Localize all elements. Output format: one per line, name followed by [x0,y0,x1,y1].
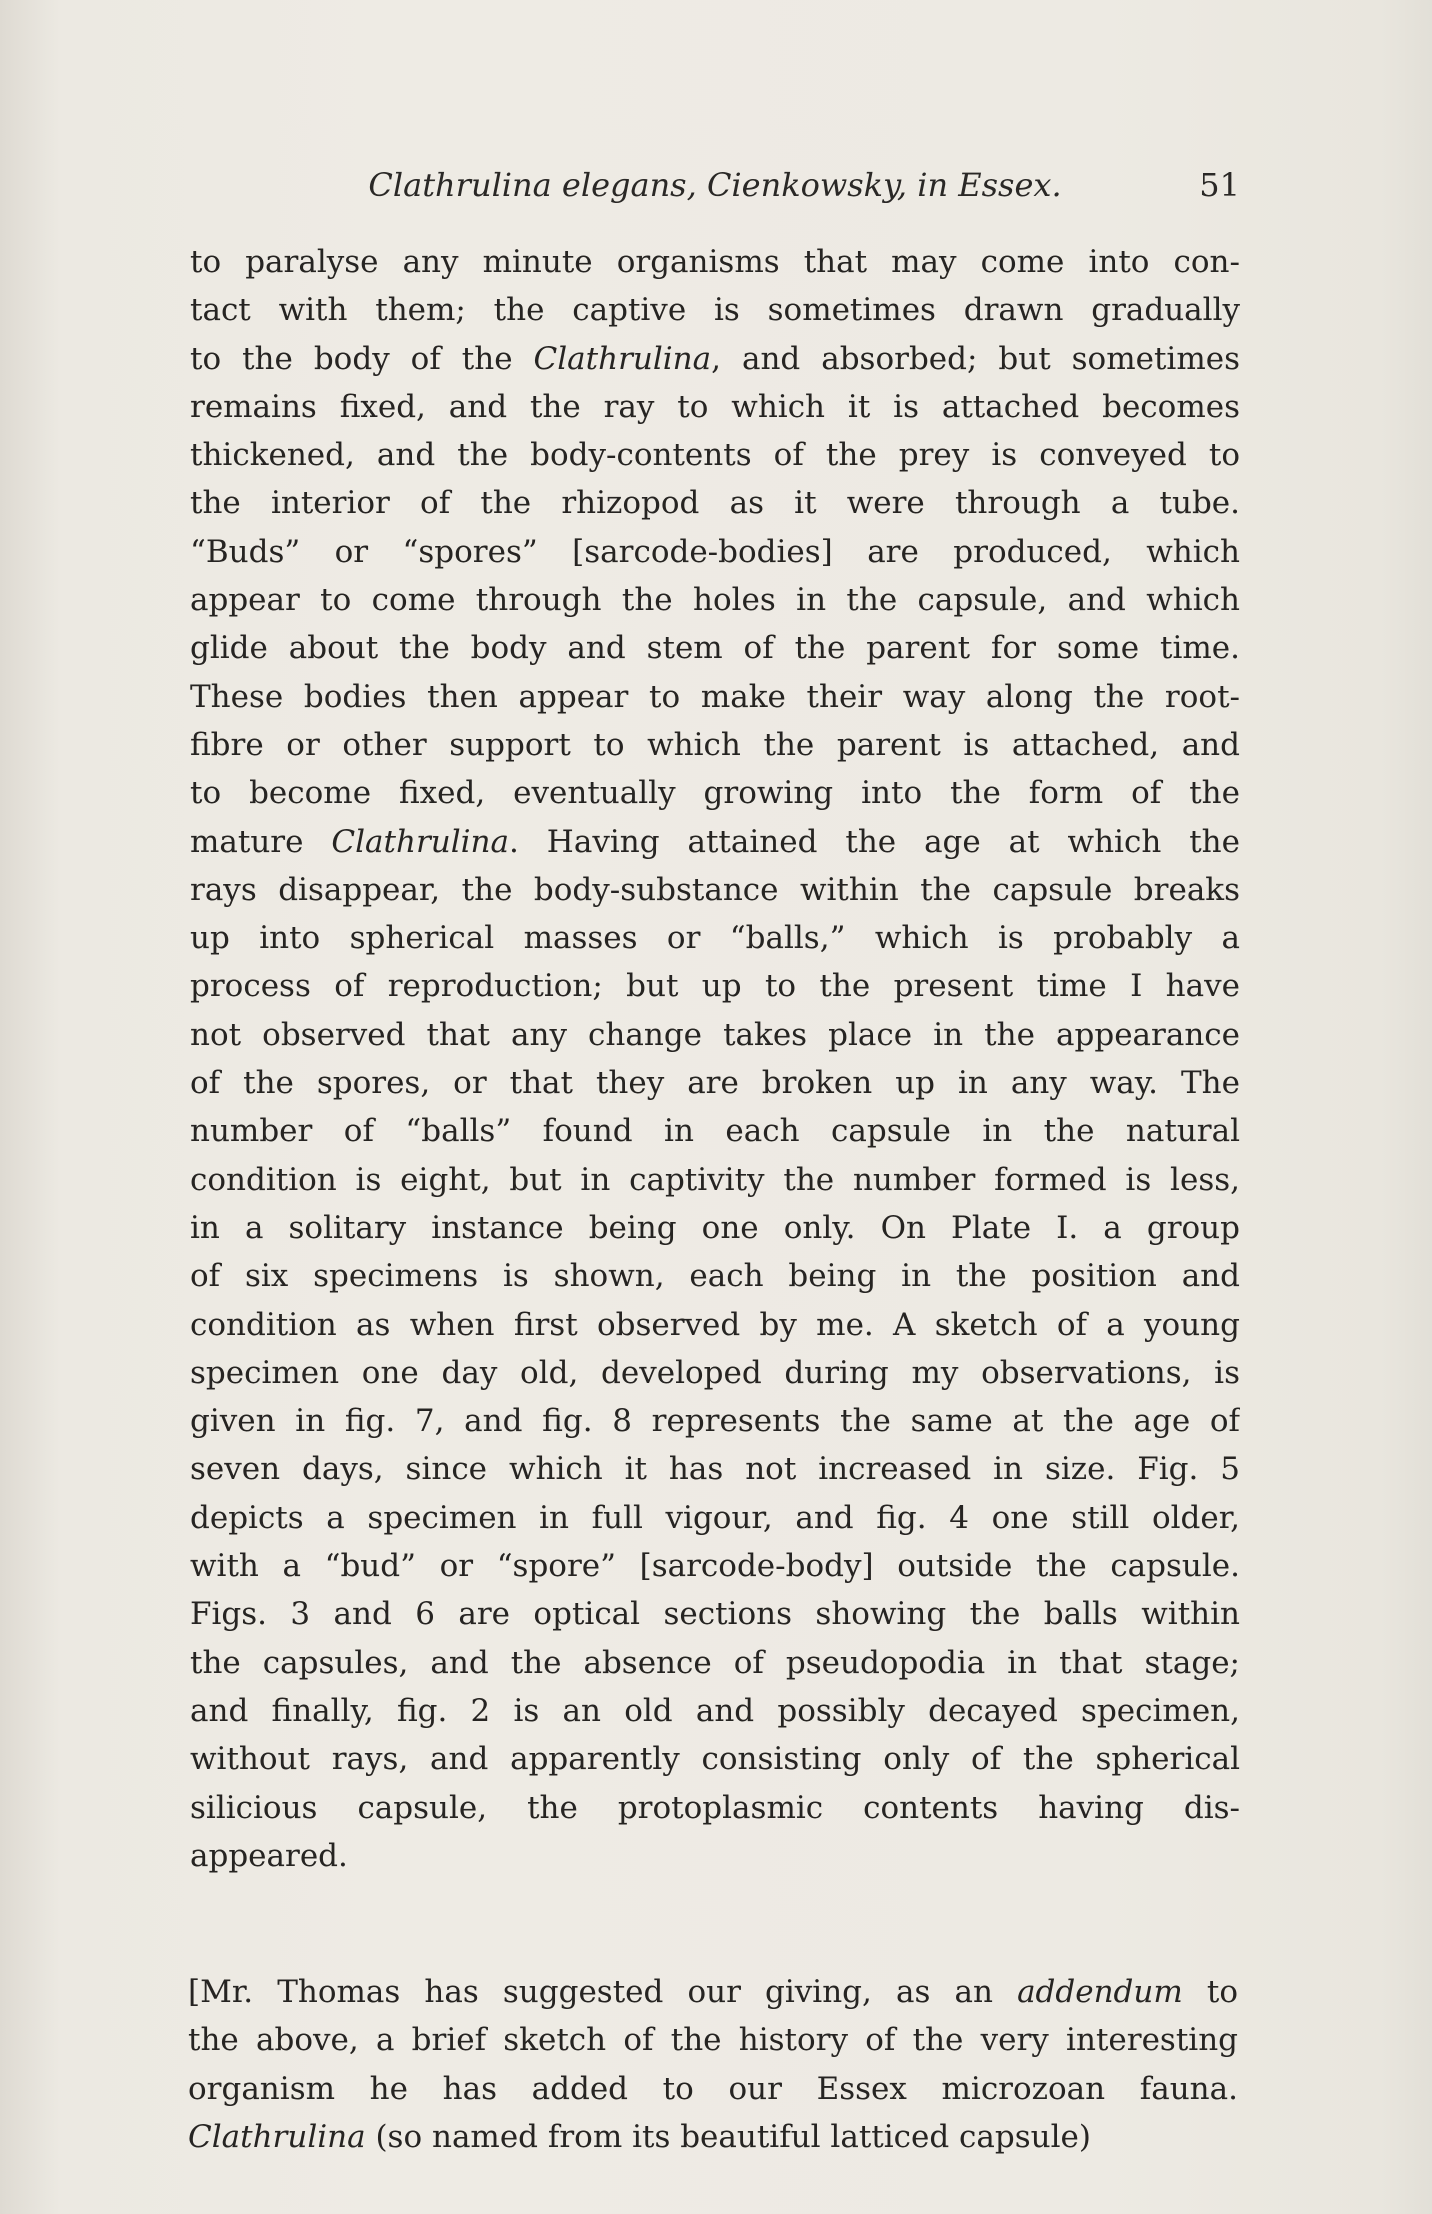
text-line: given in fig. 7, and fig. 8 represents the same at the age of [190,1403,1240,1440]
page-number: 51 [1199,166,1240,204]
page-header [190,160,1240,210]
text-line: in a solitary instance being one only. On Plate I. a group [190,1209,1240,1246]
text-line: the capsules, and the absence of pseudopodia in that stage; [190,1644,1240,1681]
text-line: glide about the body and stem of the parent for some time. [190,630,1240,667]
text-line: silicious capsule, the protoplasmic contents having dis- [190,1789,1240,1826]
text-line: process of reproduction; but up to the present time I have [190,968,1240,1005]
text-line: up into spherical masses or “balls,” which is probably a [190,920,1240,957]
text-line: condition is eight, but in captivity the number formed is less, [190,1161,1240,1198]
text-line: rays disappear, the body-substance within the capsule breaks [190,871,1240,908]
text-line: to become fixed, eventually growing into the form of the [190,775,1240,812]
paragraph-addendum [188,1968,1238,2161]
text-line: appeared. [190,1837,348,1874]
paragraph-main [190,238,1240,1880]
text-line: Figs. 3 and 6 are optical sections showing the balls within [190,1596,1240,1633]
text-line: tact with them; the captive is sometimes drawn gradually [190,292,1240,329]
text-line: specimen one day old, developed during my observations, is [190,1354,1240,1391]
text-line: of the spores, or that they are broken up in any way. The [190,1065,1240,1102]
text-line: These bodies then appear to make their way along the root- [190,678,1240,715]
text-line: to paralyse any minute organisms that may come into con- [190,244,1240,280]
text-line: the above, a brief sketch of the history of the very interesting [188,2022,1238,2059]
text-line: Clathrulina (so named from its beautiful latticed capsule) [188,2118,1091,2155]
text-line: [Mr. Thomas has suggested our giving, as an addendum to [188,1974,1238,2010]
running-title: Clathrulina elegans, Cienkowsky, in Essex. [368,166,1062,204]
text-line: remains fixed, and the ray to which it is attached becomes [190,388,1240,425]
text-line: and finally, fig. 2 is an old and possibly decayed specimen, [190,1692,1240,1729]
text-line: thickened, and the body-contents of the prey is conveyed to [190,437,1240,474]
text-line: organism he has added to our Essex microzoan fauna. [188,2070,1238,2107]
text-line: depicts a specimen in full vigour, and fig. 4 one still older, [190,1499,1240,1536]
text-line: of six specimens is shown, each being in the position and [190,1258,1240,1295]
text-line: condition as when first observed by me. A sketch of a young [190,1306,1240,1343]
text-line: fibre or other support to which the parent is attached, and [190,726,1240,763]
text-line: not observed that any change takes place in the appearance [190,1016,1240,1053]
text-line: number of “balls” found in each capsule in the natural [190,1113,1240,1150]
text-line: the interior of the rhizopod as it were through a tube. [190,485,1240,522]
text-line: mature Clathrulina. Having attained the age at which the [190,823,1240,860]
text-line: without rays, and apparently consisting only of the spherical [190,1741,1240,1778]
text-line: to the body of the Clathrulina, and absorbed; but sometimes [190,340,1240,377]
text-line: seven days, since which it has not increased in size. Fig. 5 [190,1451,1240,1488]
text-line: with a “bud” or “spore” [sarcode-body] outside the capsule. [190,1548,1240,1585]
text-line: appear to come through the holes in the capsule, and which [190,582,1240,619]
text-line: “Buds” or “spores” [sarcode-bodies] are produced, which [190,533,1240,570]
